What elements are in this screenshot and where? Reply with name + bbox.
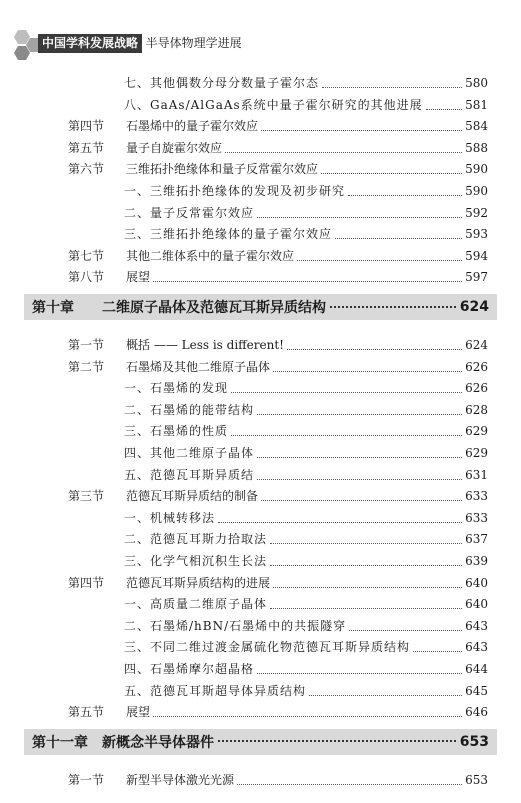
page-number: 588 <box>465 140 488 155</box>
entry-title: 四、其他二维原子晶体 <box>124 446 255 460</box>
page-number: 594 <box>465 248 488 263</box>
chapter-number: 第十一章 <box>32 734 88 751</box>
toc-section-entry[interactable] <box>68 113 488 134</box>
page-number: 643 <box>465 618 488 633</box>
leader-dots <box>270 542 462 544</box>
toc-section-entry[interactable] <box>68 156 488 177</box>
leader-dots <box>413 650 462 652</box>
page-number: 580 <box>465 76 488 90</box>
page-number: 626 <box>465 381 488 396</box>
toc-section-entry[interactable] <box>68 135 488 156</box>
toc-subsection-entry[interactable] <box>124 613 488 634</box>
leader-dots <box>257 672 462 674</box>
toc-section-entry[interactable] <box>68 332 488 353</box>
page-number: 624 <box>465 338 488 352</box>
page-number: 640 <box>465 575 488 590</box>
toc-subsection-entry[interactable] <box>124 548 488 569</box>
leader-dots <box>231 434 462 436</box>
entry-title: 二、石墨烯/hBN/石墨烯中的共振隧穿 <box>124 618 347 633</box>
toc-subsection-entry[interactable] <box>124 634 488 655</box>
section-number: 第八节 <box>68 270 105 285</box>
entry-title: 三、石墨烯的性质 <box>124 424 229 439</box>
entry-title: 八、GaAs/AlGaAs系统中量子霍尔研究的其他进展 <box>124 97 423 112</box>
leader-dots <box>257 478 462 480</box>
leader-dots <box>297 259 462 261</box>
toc-subsection-entry[interactable] <box>124 591 488 612</box>
leader-dots <box>348 194 462 196</box>
toc-subsection-entry[interactable] <box>124 440 488 461</box>
page-header <box>0 0 521 60</box>
leader-dots <box>270 564 462 566</box>
leader-dots <box>257 216 462 218</box>
leader-dots <box>273 586 462 588</box>
page-number: 631 <box>465 467 488 482</box>
toc-subsection-entry[interactable] <box>124 678 488 699</box>
leader-dots <box>153 715 462 717</box>
toc-subsection-entry[interactable] <box>124 656 488 677</box>
section-number: 第一节 <box>68 772 105 787</box>
page-number: 644 <box>465 662 488 676</box>
entry-title: 概括 —— Less is different! <box>126 338 284 352</box>
page-number: 592 <box>465 205 488 220</box>
toc-subsection-entry[interactable] <box>124 462 488 483</box>
leader-dots <box>426 108 462 110</box>
toc-chapter-heading[interactable] <box>24 729 497 755</box>
leader-dots <box>218 739 456 742</box>
page-number: 626 <box>465 359 488 374</box>
entry-title: 展望 <box>126 270 151 285</box>
section-number: 第一节 <box>68 338 105 352</box>
toc-subsection-entry[interactable] <box>124 221 488 242</box>
page-number: 624 <box>459 299 489 315</box>
page-number: 633 <box>465 489 488 504</box>
section-number: 第二节 <box>68 359 105 374</box>
entry-title: 展望 <box>126 705 151 720</box>
page-number: 646 <box>465 705 488 720</box>
entry-title: 三、不同二维过渡金属硫化物范德瓦耳斯异质结构 <box>124 640 411 655</box>
section-number: 第四节 <box>68 575 105 590</box>
leader-dots <box>309 694 462 696</box>
entry-title: 石墨烯中的量子霍尔效应 <box>126 119 259 134</box>
toc-section-entry[interactable] <box>68 483 488 504</box>
leader-dots <box>330 305 456 308</box>
leader-dots <box>335 237 462 239</box>
page-number: 629 <box>465 446 488 460</box>
section-number: 第五节 <box>68 705 105 720</box>
page-number: 640 <box>465 597 488 612</box>
toc-section-entry[interactable] <box>68 570 488 591</box>
toc-section-entry[interactable] <box>68 699 488 720</box>
leader-dots <box>322 86 462 88</box>
leader-dots <box>153 280 462 282</box>
leader-dots <box>237 783 462 785</box>
toc-subsection-entry[interactable] <box>124 526 488 547</box>
entry-title: 七、其他偶数分母分数量子霍尔态 <box>124 76 320 90</box>
entry-title: 二、范德瓦耳斯力拾取法 <box>124 532 268 547</box>
toc-subsection-entry[interactable] <box>124 505 488 526</box>
leader-dots <box>273 370 462 372</box>
entry-title: 三、化学气相沉积生长法 <box>124 554 268 568</box>
page-number: 629 <box>465 424 488 439</box>
page-number: 645 <box>465 683 488 698</box>
leader-dots <box>257 456 462 458</box>
leader-dots <box>321 172 462 174</box>
toc-section-entry[interactable] <box>68 264 488 285</box>
page-number: 639 <box>465 554 488 568</box>
section-number: 第六节 <box>68 162 105 177</box>
section-number: 第五节 <box>68 140 105 155</box>
section-number: 第四节 <box>68 119 105 134</box>
section-number: 第三节 <box>68 489 105 504</box>
page-number: 643 <box>465 640 488 655</box>
section-number: 第七节 <box>68 248 105 263</box>
toc-subsection-entry[interactable] <box>124 178 488 199</box>
page-number: 590 <box>465 184 488 198</box>
entry-title: 三、三维拓扑绝缘体的量子霍尔效应 <box>124 227 333 242</box>
entry-title: 五、范德瓦耳斯超导体异质结构 <box>124 683 307 698</box>
leader-dots <box>231 391 462 393</box>
entry-title: 一、机械转移法 <box>124 510 216 525</box>
entry-title: 一、高质量二维原子晶体 <box>124 597 268 612</box>
page-number: 653 <box>459 733 489 750</box>
page-number: 653 <box>465 772 488 787</box>
entry-title: 二、量子反常霍尔效应 <box>124 205 255 220</box>
page-number: 637 <box>465 532 488 547</box>
toc-subsection-entry[interactable] <box>124 200 488 221</box>
leader-dots <box>287 348 462 350</box>
hexagon-decoration-icon <box>8 28 42 62</box>
leader-dots <box>218 521 462 523</box>
entry-title: 一、石墨烯的发现 <box>124 381 229 396</box>
toc-subsection-entry[interactable] <box>124 418 488 439</box>
entry-title: 范德瓦耳斯异质结的制备 <box>126 489 259 504</box>
book-title: · 半导体物理学进展 <box>138 36 242 50</box>
chapter-number: 第十章 <box>32 300 74 316</box>
page-number: 584 <box>465 119 488 134</box>
entry-title: 量子自旋霍尔效应 <box>126 140 223 155</box>
page-number: 593 <box>465 227 488 242</box>
entry-title: 三维拓扑绝缘体和量子反常霍尔效应 <box>126 162 319 177</box>
leader-dots <box>257 413 462 415</box>
chapter-title: 新概念半导体器件 <box>102 734 214 751</box>
toc-chapter-heading[interactable] <box>24 294 497 320</box>
leader-dots <box>349 629 462 631</box>
entry-title: 二、石墨烯的能带结构 <box>124 402 255 417</box>
toc-section-entry[interactable] <box>68 354 488 375</box>
chapter-title: 二维原子晶体及范德瓦耳斯异质结构 <box>102 300 326 316</box>
toc-subsection-entry[interactable] <box>124 92 488 113</box>
leader-dots <box>270 607 462 609</box>
series-title: 中国学科发展战略 <box>38 34 142 53</box>
entry-title: 四、石墨烯摩尔超晶格 <box>124 662 255 676</box>
page-number: 581 <box>465 97 488 112</box>
entry-title: 五、范德瓦耳斯异质结 <box>124 467 255 482</box>
leader-dots <box>261 129 462 131</box>
entry-title: 一、三维拓扑绝缘体的发现及初步研究 <box>124 184 346 198</box>
entry-title: 范德瓦耳斯异质结构的进展 <box>126 575 271 590</box>
entry-title: 石墨烯及其他二维原子晶体 <box>126 359 271 374</box>
entry-title: 新型半导体激光光源 <box>126 772 235 787</box>
toc-section-entry[interactable] <box>68 243 488 264</box>
leader-dots <box>261 499 462 501</box>
page-number: 590 <box>465 162 488 177</box>
leader-dots <box>225 151 462 153</box>
page-number: 597 <box>465 270 488 285</box>
page-number: 628 <box>465 402 488 417</box>
page-number: 633 <box>465 510 488 525</box>
toc-subsection-entry[interactable] <box>124 70 488 91</box>
toc-subsection-entry[interactable] <box>124 397 488 418</box>
toc-section-entry[interactable] <box>68 767 488 788</box>
entry-title: 其他二维体系中的量子霍尔效应 <box>126 248 295 263</box>
toc-subsection-entry[interactable] <box>124 375 488 396</box>
